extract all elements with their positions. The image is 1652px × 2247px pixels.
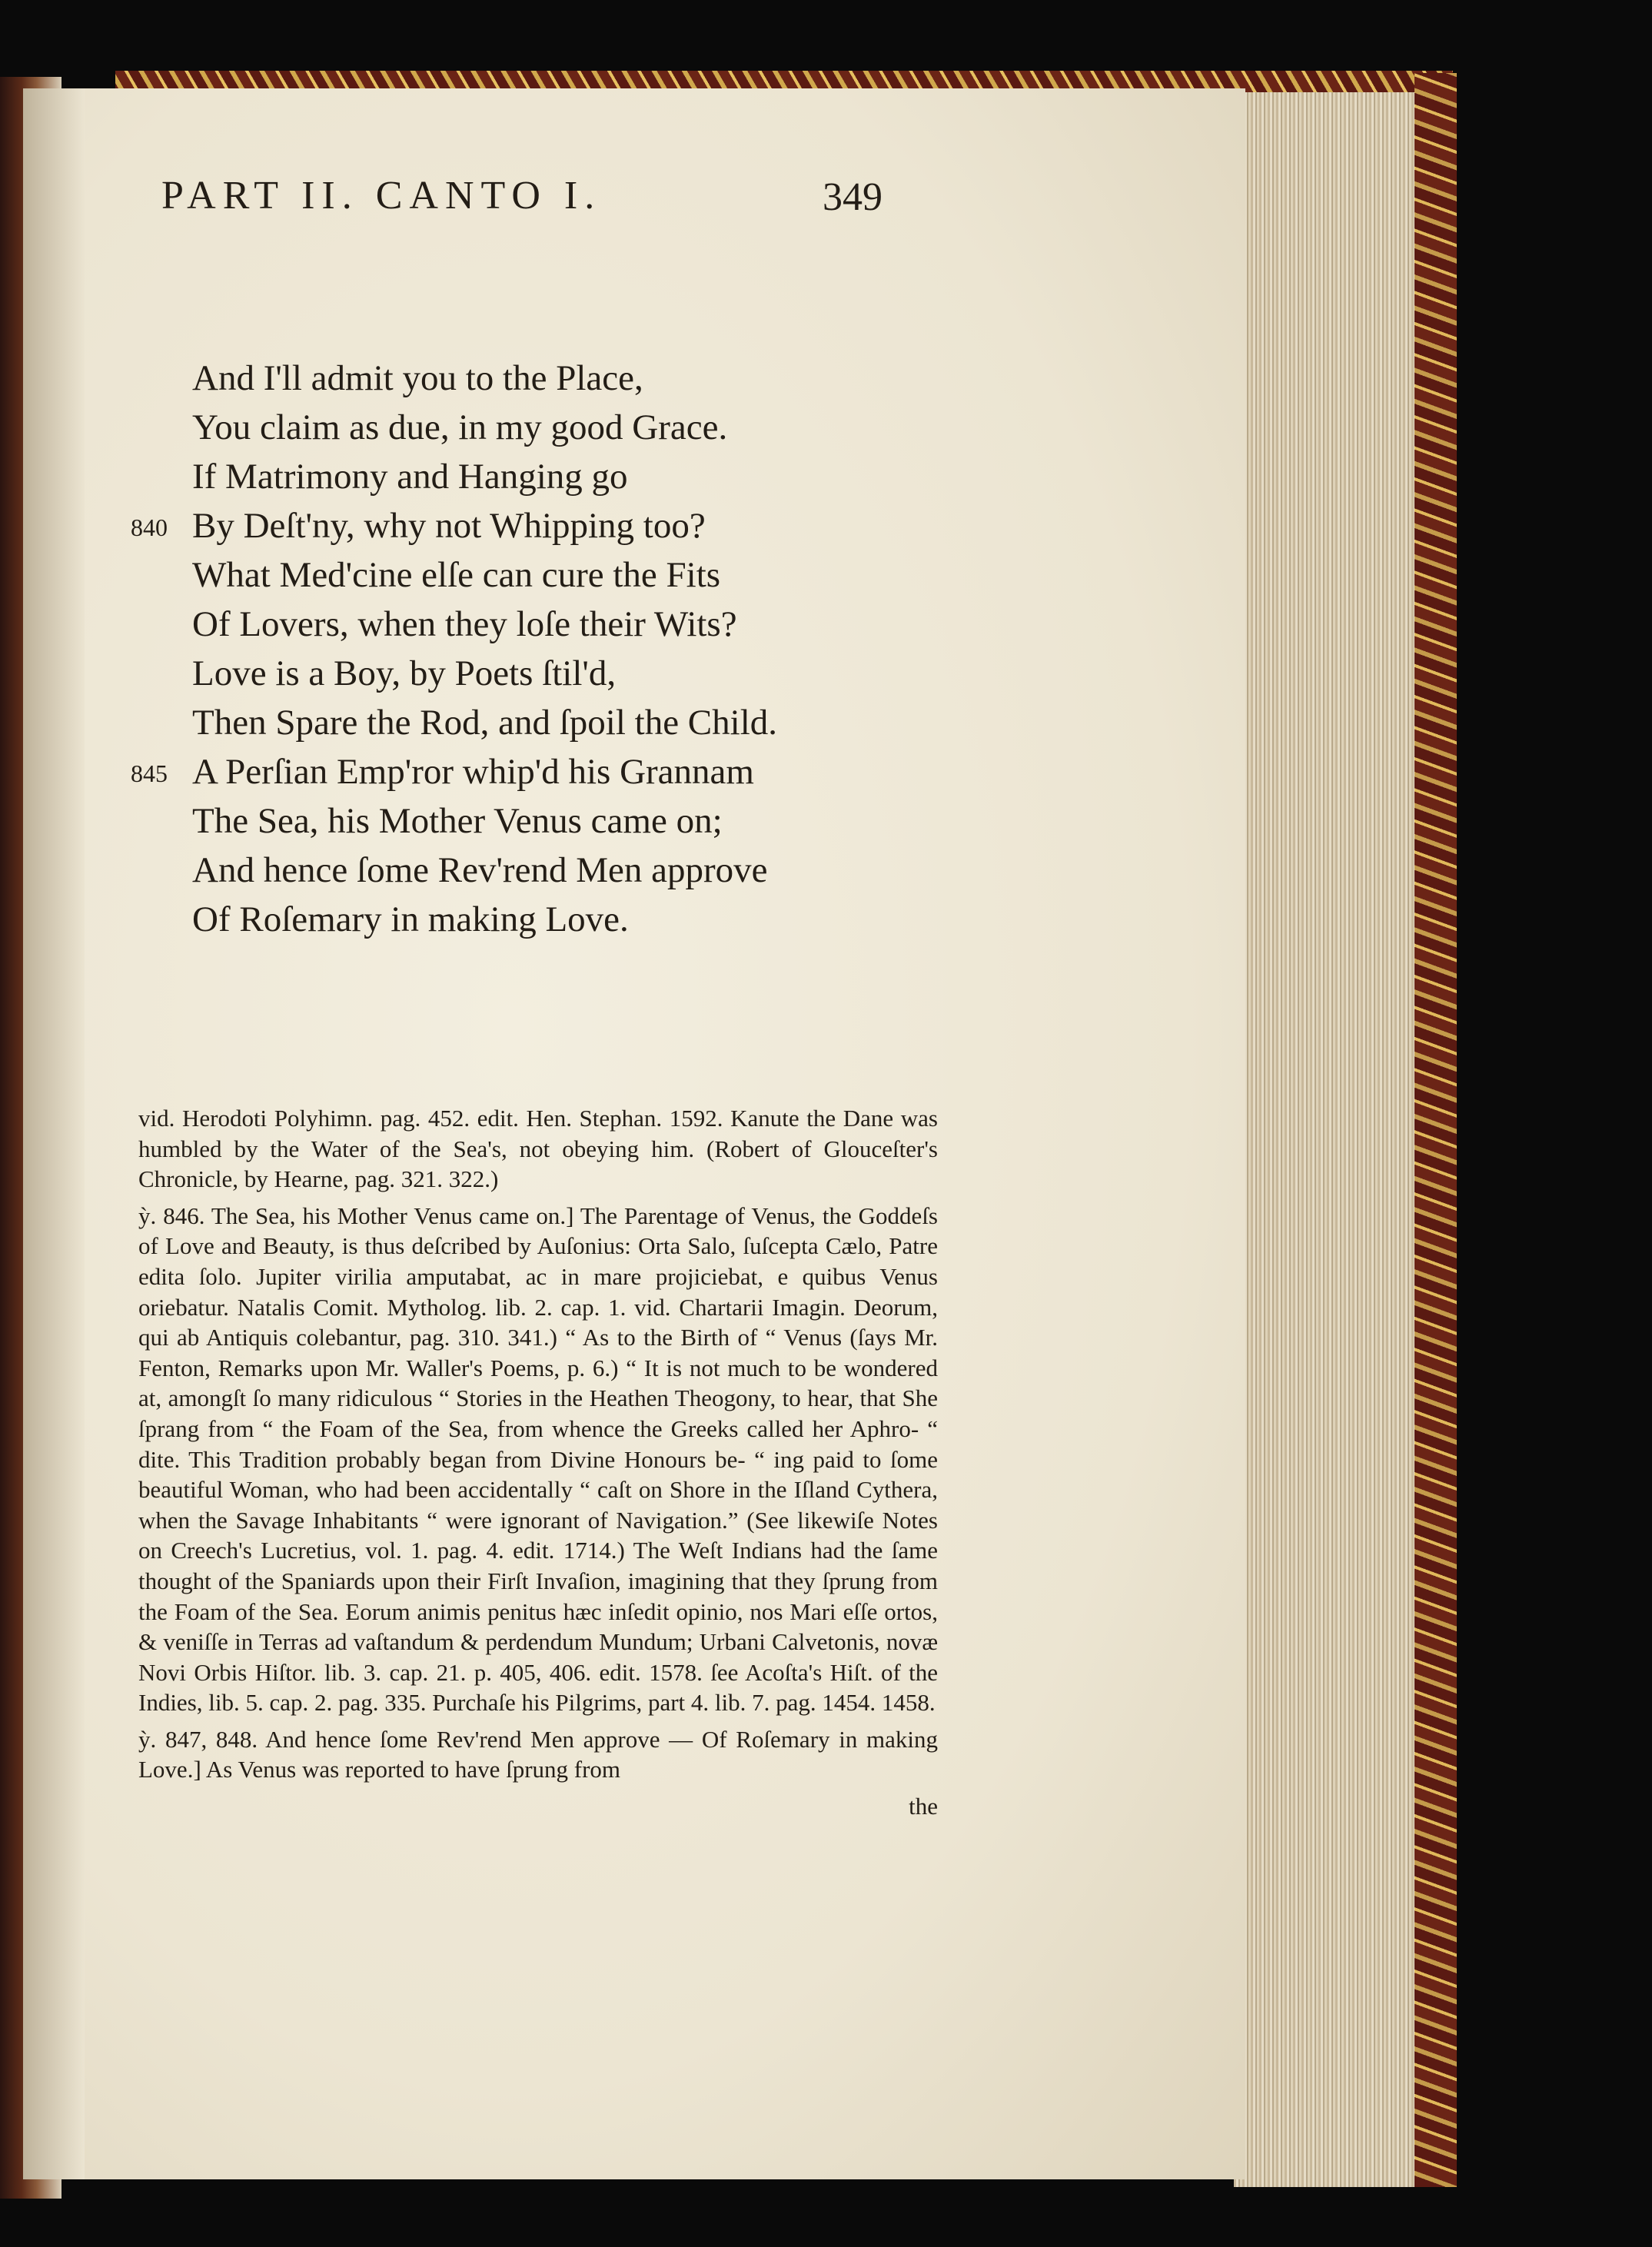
verse-text: And hence ſome Rev'rend Men approve	[192, 850, 768, 890]
page-edges	[1234, 92, 1414, 2187]
verse-line	[108, 846, 953, 895]
verse-line	[108, 501, 953, 550]
verse-line	[108, 354, 953, 403]
verse-line	[108, 698, 953, 747]
verse-line	[108, 452, 953, 501]
verse-text: Then Spare the Rod, and ſpoil the Child.	[192, 703, 778, 743]
verse-line	[108, 550, 953, 600]
verse-text: By Deſt'ny, why not Whipping too?	[192, 506, 706, 546]
footnote: ỳ. 846. The Sea, his Mother Venus came on.] The Parentage of Venus, the Goddeſs of Love and Beauty, is thus deſcribed by Auſonius: Orta Salo, ſuſcepta Cælo, Patre edita ſolo. Jupiter virilia amputabat, ac in mare projiciebat, e quibus Venus oriebatur. Natalis Comit. Mytholog. lib. 2. cap. 1. vid. Chartarii Imagin. Deorum, qui ab Antiquis colebantur, pag. 310. 341.) “ As to the Birth of “ Venus (ſays Mr. Fenton, Remarks upon Mr. Waller's Poems, p. 6.) “ It is not much to be wondered at, amongſt ſo many ridiculous “ Stories in the Heathen Theogony, to hear, that She ſprang from “ the Foam of the Sea, from whence the Greeks called her Aphro- “ dite. This Tradition probably began from Divine Honours be- “ ing paid to ſome beautiful Woman, who had been accidentally “ caſt on Shore in the Iſland Cythera, when the Savage Inhabitants “ were ignorant of Navigation.” (See likewiſe Notes on Creech's Lucretius, vol. 1. pag. 4. edit. 1714.) The Weſt Indians had the ſame thought of the Spaniards upon their Firſt Invaſion, imagining that they ſprung from the Foam of the Sea. Eorum animis penitus hæc inſedit opinio, nos Mari eſſe ortos, & veniſſe in Terras ad vaſtandum & perdendum Mundum; Urbani Calvetonis, novæ Novi Orbis Hiſtor. lib. 3. cap. 21. p. 405, 406. edit. 1578. ſee Acoſta's Hiſt. of the Indies, lib. 5. cap. 2. pag. 335. Purchaſe his Pilgrims, part 4. lib. 7. pag. 1454. 1458.	[138, 1202, 938, 1717]
page-number: 349	[823, 175, 883, 219]
verse-text: Love is a Boy, by Poets ſtil'd,	[192, 653, 617, 693]
verse-line	[108, 796, 953, 846]
verse-line	[108, 895, 953, 944]
line-number: 840	[131, 514, 168, 541]
footnote: vid. Herodoti Polyhimn. pag. 452. edit. Hen. Stephan. 1592. Kanute the Dane was humbled by the Water of the Sea's, not obeying him. (Robert of Glouceſter's Chronicle, by Hearne, pag. 321. 322.)	[138, 1105, 938, 1193]
verse-text: If Matrimony and Hanging go	[192, 457, 628, 497]
verse-line	[108, 649, 953, 698]
cover-gilt-border-right	[1414, 73, 1457, 2187]
footnote: ỳ. 847, 848. And hence ſome Rev'rend Men approve — Of Roſemary in making Love.] As Venus was reported to have ſprung from	[138, 1725, 938, 1783]
verse-text: Of Lovers, when they loſe their Wits?	[192, 604, 737, 644]
verse-text: The Sea, his Mother Venus came on;	[192, 801, 723, 841]
verse-text: What Med'cine elſe can cure the Fits	[192, 555, 721, 595]
verse-text: You claim as due, in my good Grace.	[192, 407, 728, 447]
verse-line	[108, 600, 953, 649]
line-number: 845	[131, 760, 168, 787]
verse-text: Of Roſemary in making Love.	[192, 899, 629, 939]
running-head: PART II. CANTO I.	[161, 174, 602, 218]
verse-text: And I'll admit you to the Place,	[192, 358, 643, 398]
page-gutter-shadow	[23, 88, 85, 2179]
verse-line	[108, 403, 953, 452]
verse-line	[108, 747, 953, 796]
book-page	[23, 88, 1245, 2179]
verse-block	[108, 354, 953, 944]
footnotes	[138, 1103, 938, 1822]
catchword: the	[909, 1793, 938, 1820]
verse-text: A Perſian Emp'ror whip'd his Grannam	[192, 752, 754, 792]
